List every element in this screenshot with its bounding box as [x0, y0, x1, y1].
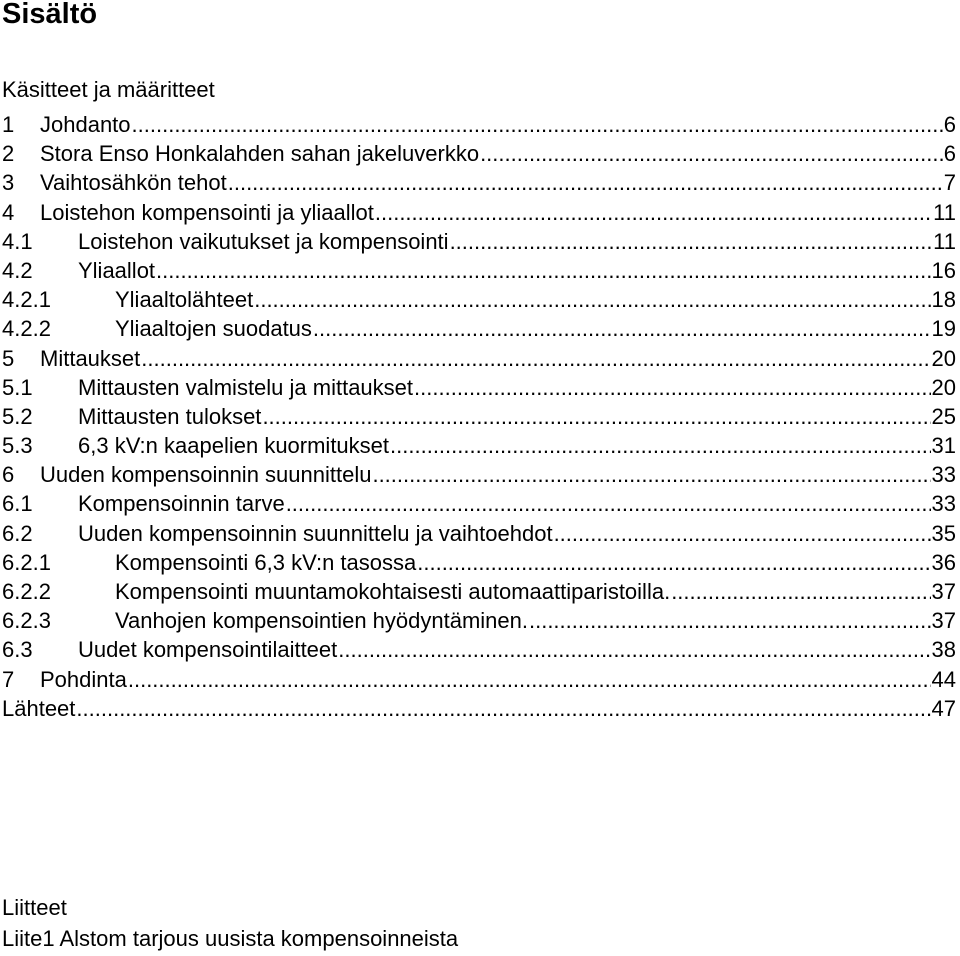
toc-dot-leader [554, 519, 931, 548]
toc-entry[interactable] [2, 606, 956, 635]
toc-entry-number: 6.2.1 [2, 549, 51, 575]
toc-entry-page-number: 18 [931, 287, 956, 313]
toc-entry-title: Vanhojen kompensointien hyödyntäminen. [115, 608, 528, 634]
toc-entry-title: Mittaukset [40, 345, 141, 371]
toc-entry-title: Loistehon kompensointi ja yliaallot [40, 199, 374, 225]
toc-entry[interactable] [2, 256, 956, 285]
toc-dot-leader [529, 606, 931, 635]
toc-entry-number: 5 [2, 345, 15, 371]
toc-entry-title: Johdanto [40, 112, 131, 137]
toc-entry-title: Mittausten valmistelu ja mittaukset [78, 374, 414, 400]
toc-entry-title: Lähteet [2, 695, 76, 721]
toc-entry-page-number: 35 [931, 520, 956, 546]
toc-entry[interactable] [2, 344, 956, 373]
toc-dot-leader [254, 285, 930, 314]
toc-entry-number: 5.3 [2, 433, 33, 459]
toc-entry-number: 4.2.2 [2, 316, 51, 342]
toc-entry[interactable] [2, 519, 956, 548]
toc-entry-title: Stora Enso Honkalahden sahan jakeluverkko [40, 141, 480, 167]
toc-entry-title: Uuden kompensoinnin suunnittelu ja vaihtoehdot [78, 520, 553, 546]
toc-entry-page-number: 33 [931, 491, 956, 517]
toc-entry[interactable] [2, 227, 956, 256]
toc-entry[interactable] [2, 635, 956, 664]
toc-entry-page-number: 37 [931, 608, 956, 634]
toc-entry-title: Loistehon vaikutukset ja kompensointi [78, 228, 449, 254]
toc-dot-leader [228, 168, 943, 197]
toc-entry-number: 4.2.1 [2, 287, 51, 313]
toc-entry[interactable] [2, 665, 956, 694]
toc-dot-leader [141, 344, 930, 373]
toc-entry-title: 6,3 kV:n kaapelien kuormitukset [78, 433, 390, 459]
toc-entry-number: 4.1 [2, 228, 33, 254]
toc-entry-page-number: 20 [931, 374, 956, 400]
toc-entry-title: Uudet kompensointilaitteet [78, 637, 338, 663]
toc-dot-leader [480, 139, 943, 168]
toc-preface-entry: Käsitteet ja määritteet [2, 77, 215, 102]
appendix-heading: Liitteet [2, 895, 67, 920]
toc-entry-number: 6.3 [2, 637, 33, 663]
toc-entry[interactable] [2, 402, 956, 431]
toc-entry-title: Yliaallot [78, 257, 156, 283]
toc-entry-page-number: 33 [931, 462, 956, 488]
toc-entry-number: 6.2.2 [2, 579, 51, 604]
toc-entry-page-number: 31 [931, 433, 956, 459]
toc-dot-leader [156, 256, 930, 285]
toc-entry-number: 7 [2, 666, 15, 692]
toc-entry-number: 5.2 [2, 403, 33, 429]
toc-entry-page-number: 20 [931, 345, 956, 371]
toc-entry-number: 3 [2, 170, 15, 196]
toc-entry-number: 6 [2, 462, 15, 488]
toc-entry[interactable] [2, 431, 956, 460]
toc-dot-leader [313, 314, 931, 343]
toc-entry[interactable] [2, 577, 956, 606]
toc-entry-title: Mittausten tulokset [78, 403, 262, 429]
toc-dot-leader [372, 460, 930, 489]
toc-entry[interactable] [2, 314, 956, 343]
page-title: Sisältö [2, 0, 98, 30]
toc-dot-leader [671, 577, 930, 606]
toc-dot-leader [76, 694, 930, 723]
toc-dot-leader [390, 431, 930, 460]
toc-dot-leader [262, 402, 930, 431]
toc-entry-page-number: 16 [931, 257, 956, 283]
toc-dot-leader [286, 489, 931, 518]
toc-entry-title: Vaihtosähkön tehot [40, 170, 227, 196]
toc-entry[interactable] [2, 373, 956, 402]
toc-entry-title: Kompensointi muuntamokohtaisesti automaattiparistoilla. [115, 579, 671, 604]
toc-entry[interactable] [2, 285, 956, 314]
toc-entry-number: 4 [2, 199, 15, 225]
toc-entry-number: 2 [2, 141, 15, 167]
toc-entry-number: 6.1 [2, 491, 33, 517]
toc-entry-page-number: 11 [933, 228, 956, 254]
toc-dot-leader [417, 548, 930, 577]
toc-entry-number: 6.2.3 [2, 608, 51, 634]
toc-entry[interactable] [2, 489, 956, 518]
toc-entry[interactable] [2, 110, 956, 139]
toc-entry[interactable] [2, 548, 956, 577]
toc-entry-title: Pohdinta [40, 666, 127, 692]
toc-dot-leader [338, 635, 930, 664]
toc-entry-title: Yliaaltojen suodatus [115, 316, 312, 342]
toc-entry[interactable] [2, 198, 956, 227]
toc-entry-title: Uuden kompensoinnin suunnittelu [40, 462, 372, 488]
toc-dot-leader [132, 110, 943, 139]
toc-entry-page-number: 44 [931, 666, 956, 692]
toc-entry[interactable] [2, 168, 956, 197]
toc-entry-number: 5.1 [2, 374, 33, 400]
toc-entry-title: Yliaaltolähteet [115, 287, 254, 313]
toc-entry-number: 4.2 [2, 257, 33, 283]
toc-entry-page-number: 11 [933, 199, 956, 225]
toc-entry[interactable] [2, 139, 956, 168]
toc-entry-number: 1 [2, 112, 15, 137]
toc-entry-page-number: 7 [943, 170, 956, 196]
toc-entry-page-number: 38 [931, 637, 956, 663]
table-of-contents [2, 110, 956, 723]
toc-entry-page-number: 25 [931, 403, 956, 429]
toc-dot-leader [414, 373, 930, 402]
toc-entry-page-number: 47 [931, 695, 956, 721]
toc-entry-title: Kompensointi 6,3 kV:n tasossa [115, 549, 417, 575]
toc-entry[interactable] [2, 694, 956, 723]
toc-dot-leader [128, 665, 931, 694]
toc-entry-title: Kompensoinnin tarve [78, 491, 285, 517]
toc-entry-page-number: 6 [943, 141, 956, 167]
toc-dot-leader [450, 227, 933, 256]
toc-entry-page-number: 6 [943, 112, 956, 137]
toc-entry-page-number: 36 [931, 549, 956, 575]
toc-entry-page-number: 19 [931, 316, 956, 342]
toc-entry-number: 6.2 [2, 520, 33, 546]
toc-entry-page-number: 37 [931, 579, 956, 604]
toc-dot-leader [375, 198, 932, 227]
toc-entry[interactable] [2, 460, 956, 489]
appendix-item: Liite1 Alstom tarjous uusista kompensoinneista [2, 926, 459, 951]
